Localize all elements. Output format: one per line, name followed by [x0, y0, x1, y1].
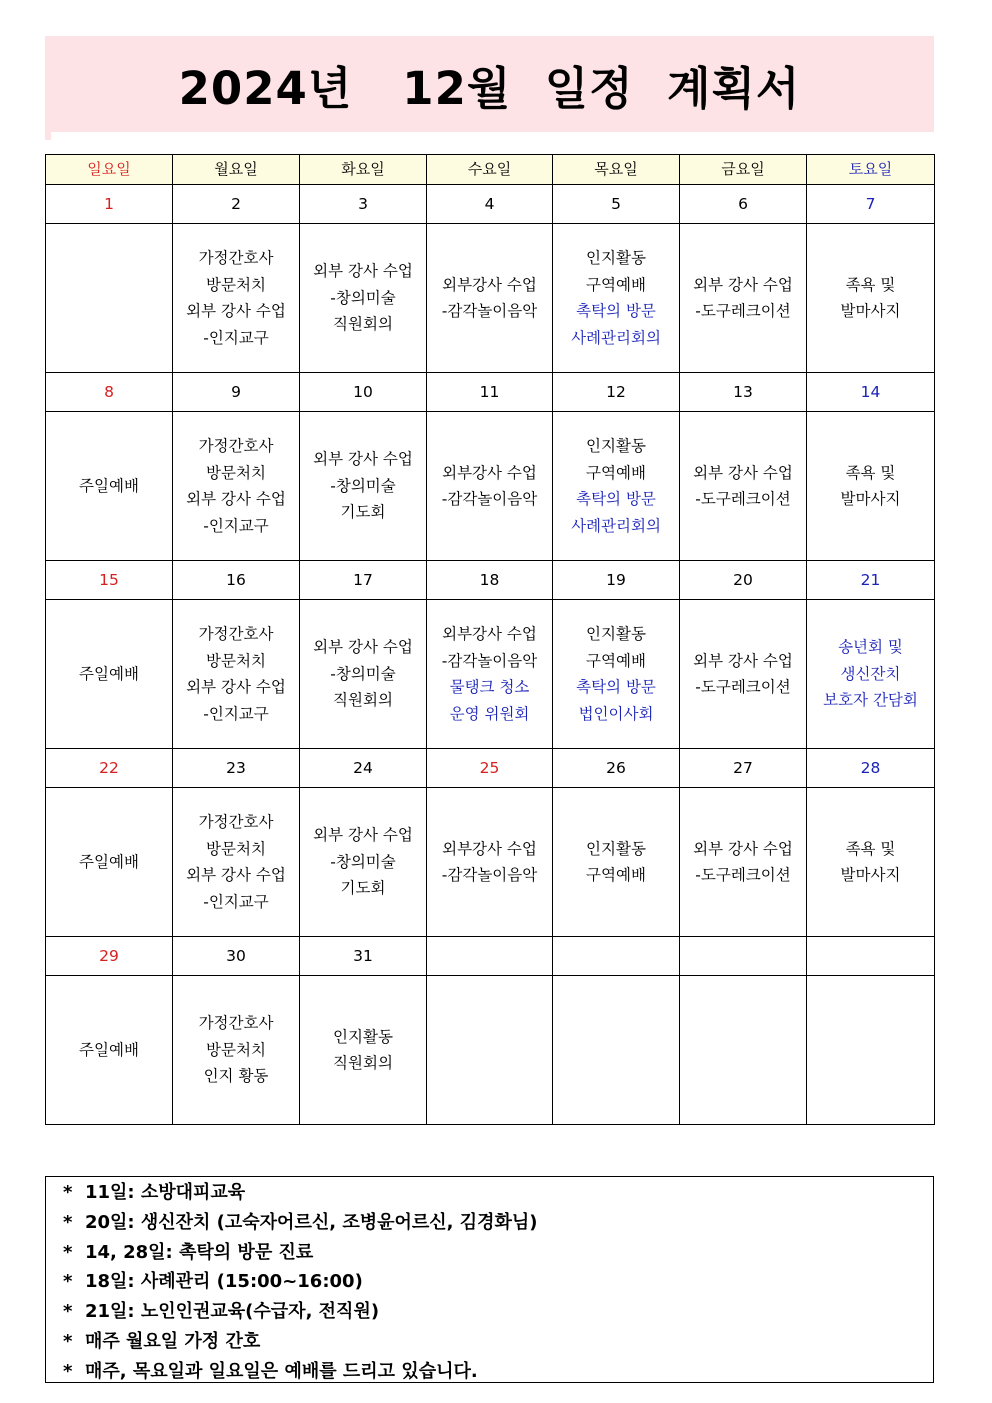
event-line: 가정간호사 [198, 813, 274, 831]
note-item: * 20일: 생신잔치 (고숙자어르신, 조병윤어르신, 김경화님) [63, 1211, 538, 1233]
date-cell: 20 [680, 561, 807, 600]
weekday-header-wed: 수요일 [427, 155, 553, 185]
calendar-body [46, 185, 935, 1125]
event-cell [807, 412, 935, 561]
date-cell: 21 [807, 561, 935, 600]
event-line: 물탱크 청소 [449, 678, 530, 696]
date-cell: 19 [553, 561, 680, 600]
event-cell [427, 976, 553, 1125]
weekday-header-sun: 일요일 [46, 155, 173, 185]
event-line: 인지 황동 [203, 1067, 269, 1086]
event-line: -감각놀이음악 [441, 490, 538, 508]
event-line: -도구레크이션 [695, 490, 791, 508]
weekday-header-thu: 목요일 [553, 155, 680, 185]
title-banner-notch [45, 132, 51, 140]
event-cell [553, 976, 680, 1125]
events-row [46, 224, 935, 373]
event-cell [680, 976, 807, 1125]
events-row [46, 600, 935, 749]
event-line: 인지활동 [586, 625, 646, 643]
event-line: 인지활동 [586, 249, 646, 267]
date-cell: 11 [427, 373, 553, 412]
event-line: 인지활동 [333, 1027, 393, 1046]
weekday-header-mon: 월요일 [173, 155, 300, 185]
note-item: * 매주 월요일 가정 간호 [63, 1330, 261, 1352]
date-cell: 30 [173, 937, 300, 976]
event-line: 외부강사 수업 [442, 463, 537, 482]
event-line: 방문처치 [206, 651, 266, 670]
event-line: -감각놀이음악 [441, 651, 538, 670]
date-cell: 24 [300, 749, 427, 788]
event-line: 족욕 및 [845, 463, 896, 482]
date-row [46, 749, 935, 788]
event-cell [173, 976, 300, 1125]
event-line: 외부 강사 수업 [313, 826, 413, 845]
event-cell [680, 412, 807, 561]
event-line: 가정간호사 [198, 249, 274, 267]
date-row [46, 937, 935, 976]
event-line: -인지교구 [203, 516, 269, 535]
date-cell: 4 [427, 185, 553, 224]
date-cell [427, 937, 553, 976]
event-cell [427, 412, 553, 561]
event-cell [46, 412, 173, 561]
event-cell [553, 600, 680, 749]
date-cell: 15 [46, 561, 173, 600]
event-line: -감각놀이음악 [441, 866, 538, 884]
date-cell: 5 [553, 185, 680, 224]
event-line: 생신잔치 [840, 664, 901, 683]
event-cell [680, 600, 807, 749]
event-line: 외부강사 수업 [442, 839, 537, 858]
events-row [46, 412, 935, 561]
event-line: 외부 강사 수업 [313, 262, 413, 281]
date-cell: 22 [46, 749, 173, 788]
event-cell [300, 600, 427, 749]
event-line: 방문처치 [206, 463, 266, 482]
event-line: 외부 강사 수업 [313, 638, 413, 657]
event-line: 인지활동 [586, 437, 646, 455]
event-cell [300, 224, 427, 373]
event-cell [427, 224, 553, 373]
event-line: -창의미술 [330, 476, 396, 495]
event-line: 외부 강사 수업 [693, 839, 793, 858]
event-line: -인지교구 [203, 328, 269, 347]
date-cell: 17 [300, 561, 427, 600]
event-line: 기도회 [340, 503, 386, 522]
event-cell [680, 788, 807, 937]
event-line: 발마사지 [840, 866, 901, 884]
event-line: 방문처치 [206, 1040, 266, 1059]
event-line: 운영 위원회 [449, 704, 530, 723]
date-row [46, 373, 935, 412]
event-line: -인지교구 [203, 892, 269, 911]
event-cell [173, 224, 300, 373]
title-banner [45, 36, 934, 132]
event-line: 사례관리회의 [571, 328, 661, 347]
notes-box [45, 1176, 934, 1383]
event-line: -도구레크이션 [695, 302, 791, 320]
event-line: 구역예배 [586, 651, 646, 670]
event-line: -창의미술 [330, 288, 396, 307]
date-row [46, 561, 935, 600]
event-line: 법인이사회 [578, 704, 654, 723]
note-item: * 11일: 소방대피교육 [63, 1182, 246, 1203]
event-line: 족욕 및 [845, 275, 896, 294]
event-cell [807, 600, 935, 749]
event-line: 외부 강사 수업 [313, 450, 413, 469]
event-cell [553, 412, 680, 561]
date-cell: 31 [300, 937, 427, 976]
events-row [46, 788, 935, 937]
date-cell [680, 937, 807, 976]
event-line: 외부 강사 수업 [693, 651, 793, 670]
event-line: 구역예배 [586, 275, 646, 294]
event-cell [173, 788, 300, 937]
weekday-header-tue: 화요일 [300, 155, 427, 185]
event-line: 촉탁의 방문 [576, 302, 656, 320]
event-line: 가정간호사 [198, 1014, 274, 1033]
event-line: -도구레크이션 [695, 866, 791, 884]
date-cell: 3 [300, 185, 427, 224]
event-line: 직원회의 [333, 691, 393, 710]
event-cell [807, 976, 935, 1125]
event-line: 주일예배 [79, 852, 139, 871]
date-cell: 27 [680, 749, 807, 788]
event-line: 외부 강사 수업 [693, 275, 793, 294]
date-cell: 25 [427, 749, 553, 788]
event-line: 외부 강사 수업 [186, 678, 286, 696]
event-cell [173, 412, 300, 561]
event-line: 송년회 및 [838, 638, 903, 657]
date-cell: 28 [807, 749, 935, 788]
note-item: * 14, 28일: 촉탁의 방문 진료 [63, 1241, 314, 1263]
event-cell [46, 224, 173, 373]
date-cell: 16 [173, 561, 300, 600]
date-cell: 23 [173, 749, 300, 788]
event-line: 외부강사 수업 [442, 275, 537, 294]
event-cell [300, 412, 427, 561]
weekday-header-fri: 금요일 [680, 155, 807, 185]
event-line: 외부강사 수업 [442, 625, 537, 643]
event-line: 족욕 및 [845, 839, 896, 858]
date-cell: 12 [553, 373, 680, 412]
date-cell [553, 937, 680, 976]
event-line: 촉탁의 방문 [576, 490, 656, 508]
date-cell: 2 [173, 185, 300, 224]
event-line: 외부 강사 수업 [693, 463, 793, 482]
note-item: * 매주, 목요일과 일요일은 예배를 드리고 있습니다. [63, 1360, 478, 1382]
event-line: 가정간호사 [198, 625, 274, 643]
event-cell [807, 224, 935, 373]
event-line: -창의미술 [330, 852, 396, 871]
calendar-table [45, 154, 935, 1125]
event-line: -창의미술 [330, 664, 396, 683]
event-cell [300, 788, 427, 937]
event-line: 발마사지 [840, 302, 901, 320]
date-cell: 26 [553, 749, 680, 788]
date-cell: 10 [300, 373, 427, 412]
event-line: 외부 강사 수업 [186, 866, 286, 884]
note-item: * 21일: 노인인권교육(수급자, 전직원) [63, 1301, 380, 1323]
event-line: 촉탁의 방문 [576, 678, 656, 696]
event-cell [553, 224, 680, 373]
date-cell: 18 [427, 561, 553, 600]
event-line: 구역예배 [586, 866, 646, 884]
event-line: 사례관리회의 [571, 516, 661, 535]
weekday-header-row [46, 155, 935, 185]
event-cell [427, 788, 553, 937]
event-line: 방문처치 [206, 275, 266, 294]
date-cell: 9 [173, 373, 300, 412]
event-cell [553, 788, 680, 937]
event-cell [427, 600, 553, 749]
page-title: 2024년 12월 일정 계획서 [178, 61, 801, 115]
event-cell [46, 788, 173, 937]
event-cell [46, 976, 173, 1125]
date-cell: 29 [46, 937, 173, 976]
note-item: * 18일: 사례관리 (15:00~16:00) [63, 1271, 363, 1293]
event-line: 구역예배 [586, 463, 646, 482]
date-cell [807, 937, 935, 976]
event-line: 주일예배 [79, 476, 139, 495]
event-line: 방문처치 [206, 839, 266, 858]
event-line: 인지활동 [586, 839, 646, 858]
date-cell: 6 [680, 185, 807, 224]
event-cell [173, 600, 300, 749]
event-line: 기도회 [340, 879, 386, 898]
event-line: 주일예배 [79, 664, 139, 683]
date-cell: 14 [807, 373, 935, 412]
weekday-header-sat: 토요일 [807, 155, 935, 185]
event-line: -감각놀이음악 [441, 302, 538, 320]
event-line: 외부 강사 수업 [186, 302, 286, 320]
date-row [46, 185, 935, 224]
event-cell [46, 600, 173, 749]
event-line: 주일예배 [79, 1040, 139, 1059]
event-line: 외부 강사 수업 [186, 490, 286, 508]
event-cell [680, 224, 807, 373]
event-line: 직원회의 [333, 315, 393, 334]
event-cell [807, 788, 935, 937]
event-line: -인지교구 [203, 704, 269, 723]
date-cell: 7 [807, 185, 935, 224]
event-line: 보호자 간담회 [823, 691, 918, 710]
date-cell: 1 [46, 185, 173, 224]
date-cell: 8 [46, 373, 173, 412]
event-cell [300, 976, 427, 1125]
date-cell: 13 [680, 373, 807, 412]
event-line: 발마사지 [840, 490, 901, 508]
event-line: 가정간호사 [198, 437, 274, 455]
event-line: 직원회의 [333, 1054, 393, 1072]
events-row [46, 976, 935, 1125]
event-line: -도구레크이션 [695, 678, 791, 696]
